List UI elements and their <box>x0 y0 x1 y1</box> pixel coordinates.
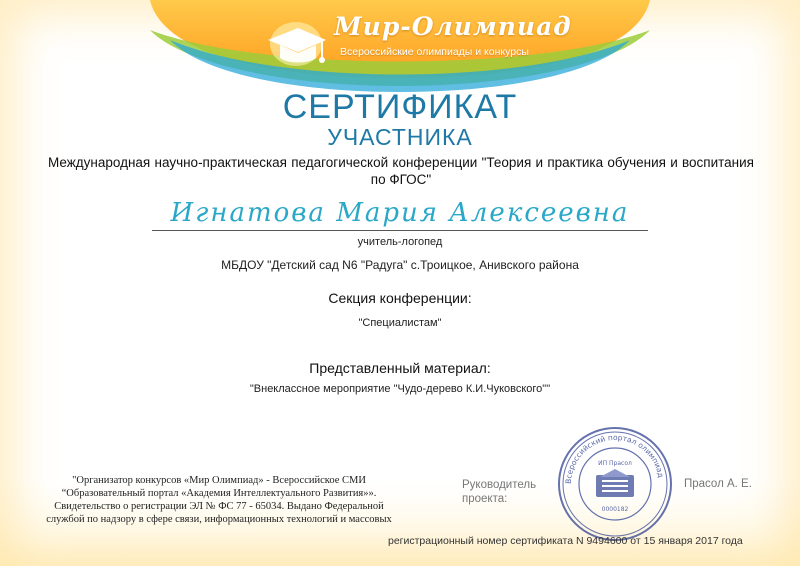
name-underline <box>152 230 648 231</box>
certificate-title: СЕРТИФИКАТ <box>282 88 518 126</box>
seal-text: Всероссийский портал олимпиад <box>563 432 666 485</box>
recipient-name: Игнатова Мария Алексеевна <box>170 198 630 228</box>
seal-inner-text: ИП Прасол <box>598 460 632 467</box>
certificate-subtitle: УЧАСТНИКА <box>327 124 473 150</box>
brand-tagline: Всероссийские олимпиады и конкурсы <box>340 46 529 58</box>
recipient-position: учитель-логопед <box>357 236 443 248</box>
section-heading: Секция конференции: <box>328 290 472 306</box>
organizer-info: "Организатор конкурсов «Мир Олимпиад» - Всероссийское СМИ “Образовательный портал «Академия Интеллектуального Развития»». Свидетельство о регистрации ЭЛ № ФС 77 - 65034. Выдано Федеральной службой по надзору в сфере связи, информационных технологий и массовых <box>46 475 392 525</box>
material-value: "Внеклассное мероприятие "Чудо-дерево К.И.Чуковского"" <box>249 383 551 395</box>
registration-number: регистрационный номер сертификата N 9494600 от 15 января 2017 года <box>388 535 743 547</box>
graduation-cap-icon <box>262 14 332 78</box>
brand-name: Мир-Олимпиад <box>334 12 572 41</box>
head-name: Прасол А. Е. <box>684 478 752 490</box>
seal-number: 0000182 <box>601 506 629 513</box>
conference-title: Международная научно-практическая педагогической конференции "Теория и практика обучения и воспитания по ФГОС" <box>48 155 754 187</box>
seal-stamp-icon <box>556 425 674 543</box>
section-value: "Специалистам" <box>358 317 442 329</box>
recipient-organization: МБДОУ "Детский сад N6 "Радуга" с.Троицкое, Анивского района <box>221 258 579 272</box>
material-heading: Представленный материал: <box>309 360 491 376</box>
head-label: Руководитель проекта: <box>462 479 537 505</box>
